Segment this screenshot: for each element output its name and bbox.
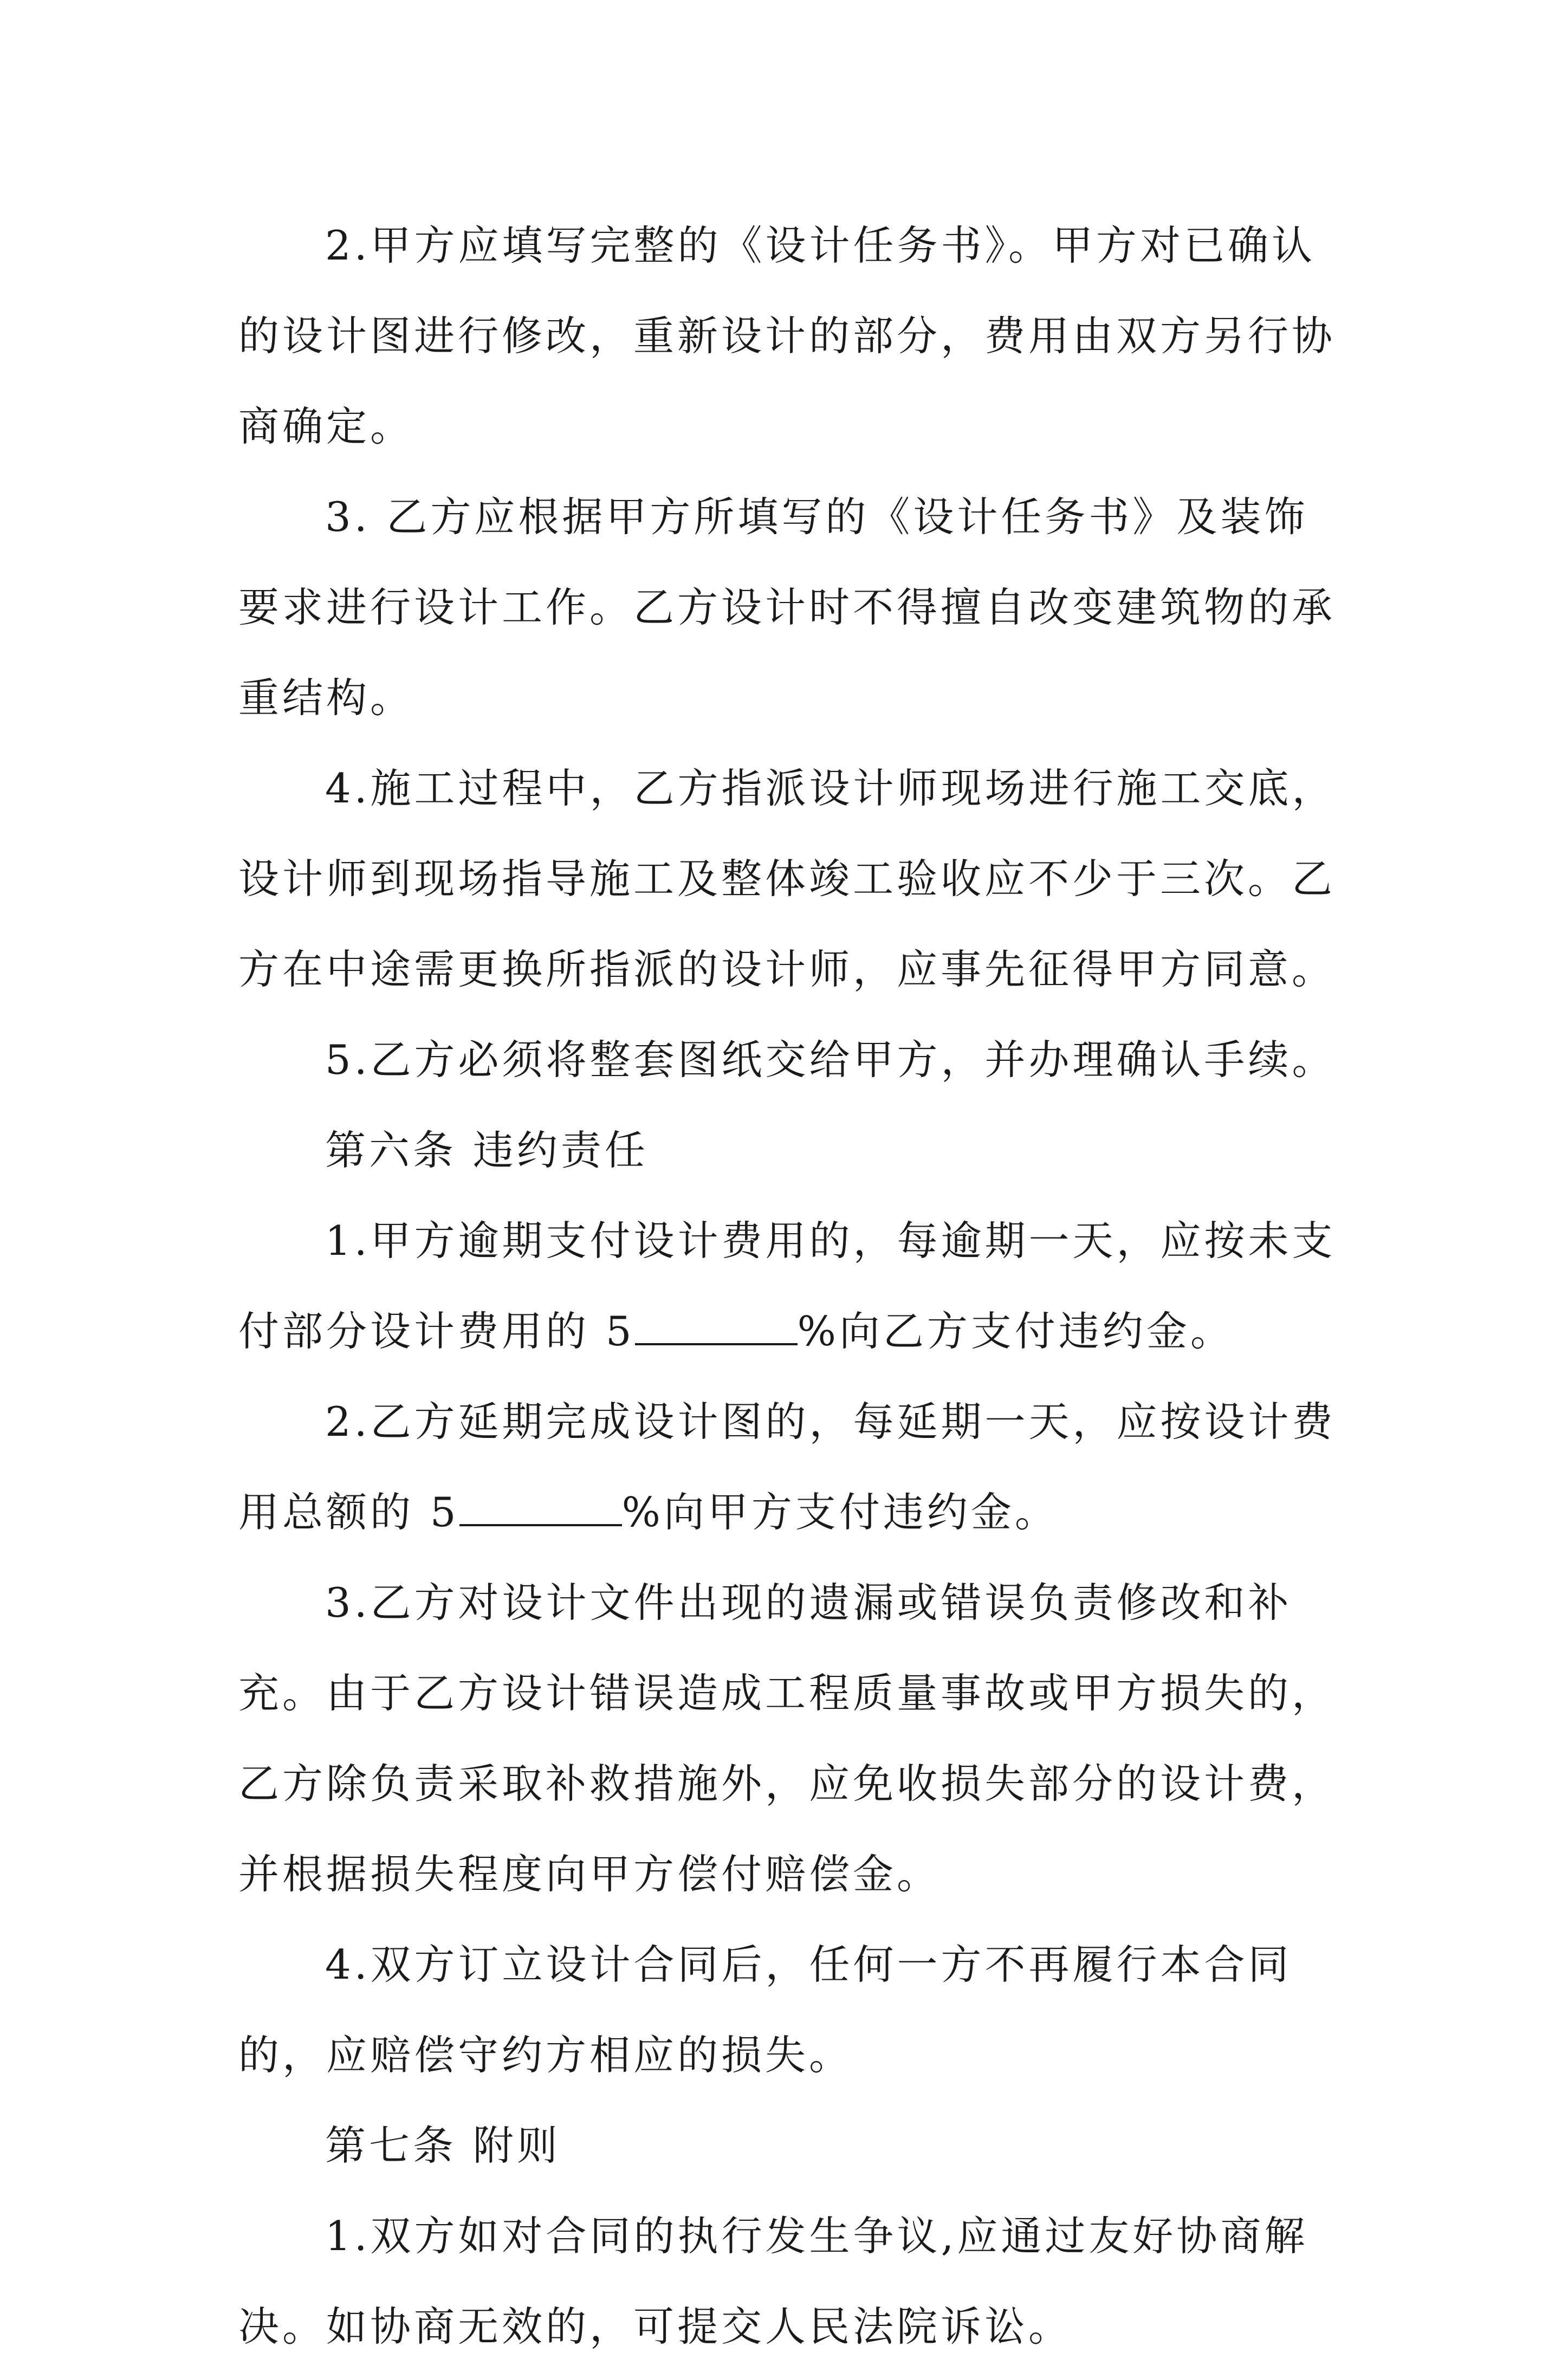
clause-paragraph: 3. 乙方应根据甲方所填写的《设计任务书》及装饰要求进行设计工作。乙方设计时不得擅自改变建筑物的承重结构。 bbox=[238, 493, 1336, 722]
section-heading-breach: 第六条 违约责任 bbox=[325, 1126, 649, 1174]
fill-in-blank bbox=[459, 1492, 622, 1526]
section-heading-supplementary: 第七条 附则 bbox=[325, 2122, 561, 2169]
breach-clause-1 bbox=[238, 1196, 1349, 1377]
breach-clause-2 bbox=[238, 1377, 1349, 1558]
clause-paragraph: 4.施工过程中，乙方指派设计师现场进行施工交底，设计师到现场指导施工及整体竣工验收应不少于三次。乙方在中途需更换所指派的设计师，应事先征得甲方同意。 bbox=[238, 764, 1336, 993]
clause-text: %向甲方支付违约金。 bbox=[621, 1488, 1059, 1536]
document-body bbox=[238, 200, 1349, 2372]
breach-clause-4: 4.双方订立设计合同后，任何一方不再履行本合同的，应赔偿守约方相应的损失。 bbox=[238, 1941, 1292, 2079]
fill-in-blank bbox=[635, 1311, 798, 1345]
breach-clause-3: 3.乙方对设计文件出现的遗漏或错误负责修改和补充。由于乙方设计错误造成工程质量事故或甲方损失的，乙方除负责采取补救措施外，应免收损失部分的设计费，并根据损失程度向甲方偿付赔偿金。 bbox=[238, 1579, 1336, 1898]
supplementary-clause-1: 1.双方如对合同的执行发生争议,应通过友好协商解决。如协商无效的，可提交人民法院诉讼。 bbox=[238, 2212, 1308, 2350]
clause-text: %向乙方支付违约金。 bbox=[797, 1307, 1234, 1355]
clause-text: 1.甲方逾期支付设计费用的，每逾期一天，应按未支付部分设计费用的 5 bbox=[238, 1217, 1336, 1355]
clause-paragraph: 5.乙方必须将整套图纸交给甲方，并办理确认手续。 bbox=[325, 1036, 1336, 1084]
clause-paragraph: 2.甲方应填写完整的《设计任务书》。甲方对已确认的设计图进行修改，重新设计的部分，费用由双方另行协商确定。 bbox=[238, 222, 1336, 450]
clause-text: 2.乙方延期完成设计图的，每延期一天，应按设计费用总额的 5 bbox=[238, 1398, 1336, 1536]
